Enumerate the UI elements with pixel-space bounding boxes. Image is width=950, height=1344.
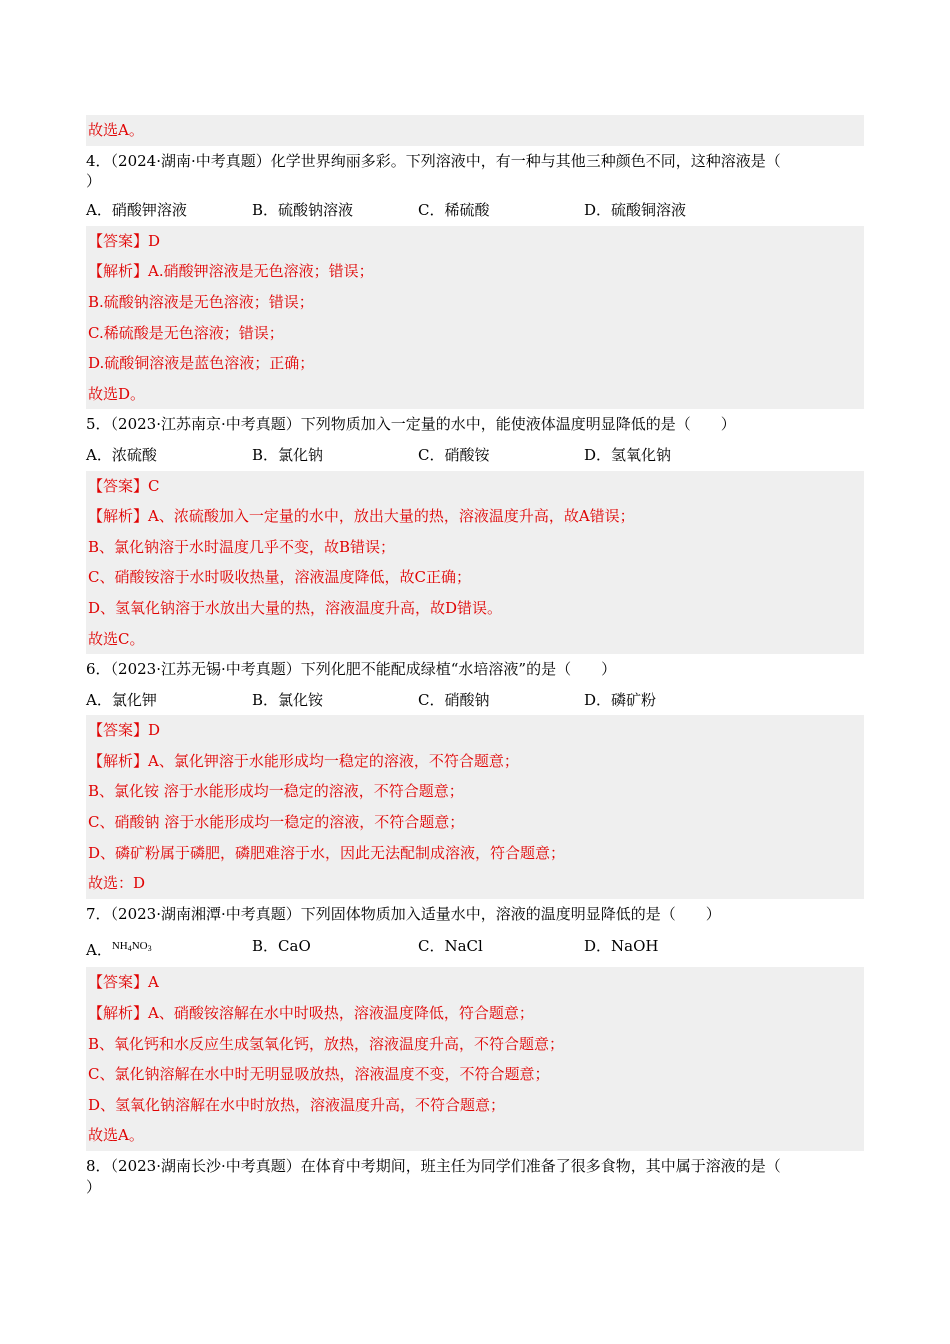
- question-8-stem: 8．（2023·湖南长沙·中考真题）在体育中考期间，班主任为同学们准备了很多食物，其中属于溶液的是（: [86, 1157, 781, 1175]
- option-a: A．硝酸钾溶液: [86, 201, 187, 220]
- analysis-line: D、氢氧化钠溶解在水中时放热，溶液温度升高，不符合题意；: [86, 1090, 864, 1121]
- option-a-label: A．: [86, 941, 112, 960]
- analysis-line: C.稀硫酸是无色溶液；错误；: [86, 318, 864, 349]
- analysis-line: 故选：D: [86, 868, 864, 899]
- question-8-stem-cont: ）: [86, 1177, 102, 1196]
- question-5-options: [86, 440, 864, 471]
- analysis-line: D、磷矿粉属于磷肥，磷肥难溶于水，因此无法配制成溶液，符合题意；: [86, 838, 864, 869]
- analysis-line: 【解析】A、氯化钾溶于水能形成均一稳定的溶液，不符合题意；: [86, 746, 864, 777]
- option-b: B．氯化钠: [252, 445, 324, 464]
- analysis-line: 【解析】A、硝酸铵溶解在水中时吸热，溶液温度降低，符合题意；: [86, 998, 864, 1029]
- analysis-line: D.硫酸铜溶液是蓝色溶液；正确；: [86, 348, 864, 379]
- option-d: D．氢氧化钠: [584, 445, 672, 464]
- option-d: D．硫酸铜溶液: [584, 201, 687, 220]
- question-4-stem: 4．（2024·湖南·中考真题）化学世界绚丽多彩。下列溶液中，有一种与其他三种颜色不同，这种溶液是（: [86, 151, 781, 170]
- option-b: B．CaO: [252, 937, 311, 956]
- option-a: A．氯化钾: [86, 690, 157, 709]
- option-b: B．氯化铵: [252, 690, 324, 709]
- analysis-line: C、硝酸铵溶于水时吸收热量，溶液温度降低，故C正确；: [86, 562, 864, 593]
- question-6-answer: 【答案】D: [86, 715, 864, 746]
- analysis-line: B.硫酸钠溶液是无色溶液；错误；: [86, 287, 864, 318]
- analysis-line: 【解析】A.硝酸钾溶液是无色溶液；错误；: [86, 256, 864, 287]
- prev-conclusion: 故选A。: [86, 115, 864, 146]
- option-c: C．硝酸钠: [418, 690, 490, 709]
- question-4-stem-cont: ）: [86, 172, 102, 191]
- analysis-line: C、硝酸钠 溶于水能形成均一稳定的溶液，不符合题意；: [86, 807, 864, 838]
- option-a: A．浓硫酸: [86, 445, 157, 464]
- analysis-line: B、氯化钠溶于水时温度几乎不变，故B错误；: [86, 532, 864, 563]
- analysis-line: B、氯化铵 溶于水能形成均一稳定的溶液，不符合题意；: [86, 776, 864, 807]
- option-c: C．稀硫酸: [418, 201, 490, 220]
- question-4-answer: 【答案】D: [86, 226, 864, 257]
- question-4-options: [86, 195, 864, 226]
- analysis-line: D、氢氧化钠溶于水放出大量的热，溶液温度升高，故D错误。: [86, 593, 864, 624]
- analysis-line: 【解析】A、浓硫酸加入一定量的水中，放出大量的热，溶液温度升高，故A错误；: [86, 501, 864, 532]
- question-5-stem: 5．（2023·江苏南京·中考真题）下列物质加入一定量的水中，能使液体温度明显降低的是（ ）: [86, 415, 736, 434]
- question-7-answer: 【答案】A: [86, 967, 864, 998]
- question-7-stem: 7．（2023·湖南湘潭·中考真题）下列固体物质加入适量水中，溶液的温度明显降低的是（ ）: [86, 904, 721, 923]
- question-7-options: [86, 929, 864, 963]
- question-6-options: [86, 685, 864, 716]
- analysis-line: 故选A。: [86, 1120, 864, 1151]
- analysis-line: 故选C。: [86, 624, 864, 655]
- question-6-stem: 6．（2023·江苏无锡·中考真题）下列化肥不能配成绿植“水培溶液”的是（ ）: [86, 660, 617, 679]
- analysis-line: B、氧化钙和水反应生成氢氧化钙，放热，溶液温度升高，不符合题意；: [86, 1029, 864, 1060]
- option-a: [86, 929, 252, 963]
- chemical-formula: NH4NO3: [111, 940, 152, 954]
- option-b: B．硫酸钠溶液: [252, 201, 354, 220]
- analysis-line: C、氯化钠溶解在水中时无明显吸放热，溶液温度不变，不符合题意；: [86, 1059, 864, 1090]
- option-c: C．NaCl: [418, 937, 483, 956]
- option-d: D．NaOH: [584, 937, 659, 956]
- analysis-line: 故选D。: [86, 379, 864, 410]
- question-5-answer: 【答案】C: [86, 471, 864, 502]
- option-d: D．磷矿粉: [584, 690, 657, 709]
- document-page: [86, 115, 864, 1198]
- option-c: C．硝酸铵: [418, 445, 490, 464]
